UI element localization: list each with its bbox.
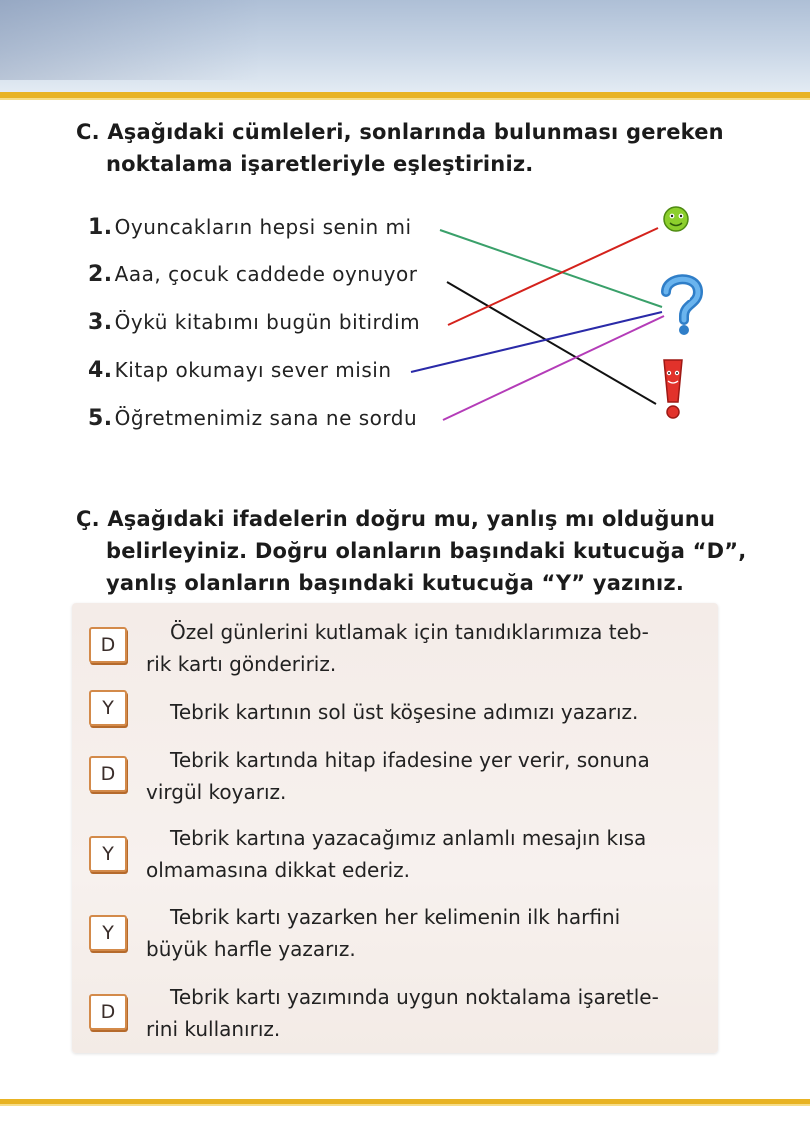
- statement-2: [146, 696, 702, 728]
- sentence-text: Oyuncakların hepsi senin mi: [114, 215, 412, 239]
- section-c-line1: Aşağıdaki cümleleri, sonlarında bulunması gereken: [107, 120, 724, 144]
- statement-line: virgül koyarız.: [146, 780, 287, 804]
- match-line-2: [447, 282, 656, 404]
- statement-line: Tebrik kartına yazacağımız anlamlı mesajın kısa: [170, 826, 647, 850]
- answer-box[interactable]: D: [89, 994, 127, 1030]
- statement-line: olmamasına dikkat ederiz.: [146, 858, 410, 882]
- match-line-4: [411, 312, 662, 372]
- sentence-number: 5.: [88, 406, 113, 431]
- statement-line: Tebrik kartında hitap ifadesine yer verir, sonuna: [170, 748, 650, 772]
- match-line-3: [448, 228, 658, 325]
- section-cc-line1: Aşağıdaki ifadelerin doğru mu, yanlış mı olduğunu: [107, 507, 716, 531]
- section-c-letter: C.: [76, 120, 100, 144]
- answer-box[interactable]: D: [89, 627, 127, 663]
- section-c-line2: noktalama işaretleriyle eşleştiriniz.: [106, 152, 534, 176]
- section-cc-line2: belirleyiniz. Doğru olanların başındaki kutucuğa “D”,: [106, 539, 747, 563]
- sentence-number: 2.: [88, 262, 113, 287]
- statement-line: Tebrik kartı yazarken her kelimenin ilk harfini: [170, 905, 621, 929]
- sentence-text: Aaa, çocuk caddede oynuyor: [114, 262, 418, 286]
- question-mark-icon: [666, 279, 698, 335]
- statement-6: [146, 981, 702, 1045]
- sentence-number: 4.: [88, 358, 113, 383]
- answer-box[interactable]: D: [89, 756, 127, 792]
- answer-box[interactable]: Y: [89, 690, 127, 726]
- statement-line: rik kartı göndeririz.: [146, 652, 337, 676]
- statement-line: rini kullanırız.: [146, 1017, 281, 1041]
- section-cc-line3: yanlış olanların başındaki kutucuğa “Y” yazınız.: [106, 571, 685, 595]
- statement-line: büyük harfle yazarız.: [146, 937, 356, 961]
- statement-5: [146, 901, 702, 965]
- statement-3: [146, 744, 702, 808]
- sentence-text: Öykü kitabımı bugün bitirdim: [114, 310, 421, 334]
- statement-1: [146, 616, 702, 680]
- answer-box[interactable]: Y: [89, 836, 127, 872]
- footer-rule-light: [0, 1104, 810, 1106]
- period-icon: [664, 207, 688, 231]
- sentence-text: Kitap okumayı sever misin: [114, 358, 392, 382]
- section-cc-letter: Ç.: [76, 507, 100, 531]
- sentence-number: 3.: [88, 310, 113, 335]
- sentence-text: Öğretmenimiz sana ne sordu: [114, 406, 418, 430]
- statement-4: [146, 822, 702, 886]
- statement-line: Özel günlerini kutlamak için tanıdıklarımıza teb-: [170, 620, 649, 644]
- matching-area: [0, 0, 810, 500]
- answer-box[interactable]: Y: [89, 915, 127, 951]
- match-line-5: [443, 316, 664, 420]
- section-cc-heading: [76, 503, 746, 599]
- statement-line: Tebrik kartının sol üst köşesine adımızı yazarız.: [170, 700, 639, 724]
- statement-line: Tebrik kartı yazımında uygun noktalama işaretle-: [170, 985, 659, 1009]
- sentence-number: 1.: [88, 215, 113, 240]
- exclamation-mark-icon: [664, 360, 682, 418]
